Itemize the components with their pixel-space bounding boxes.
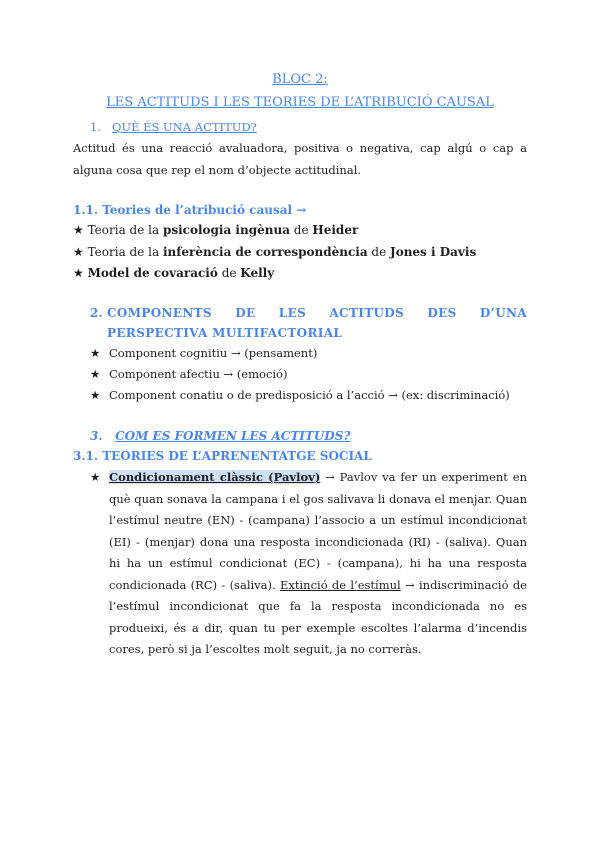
star-icon: ★ (90, 346, 101, 360)
section-3-number: 3. (90, 429, 103, 443)
list-item-body: Condicionament clàssic (Pavlov) → Pavlov va fer un experiment en què quan sonava la campana i el gos salivava li donava el menjar. Quan l’estímul neutre (EN) - (campana) l’associo a un estímul incondicionat (EI) - (menjar) dona una resposta incondicionada (RI) - (saliva). Quan hi ha un estímul condicionat (EC) - (campana), hi ha una resposta condicionada (RC) - (saliva). Extinció de l’estímul → indiscriminació de l’estímul incondicionat que fa la resposta incondicionada no es produeixi, és a dir, quan tu per exemple escoltes l’alarma d’incendis cores, però si ja l’escoltes molt seguit, ja no correràs. (109, 470, 527, 656)
section-1-paragraph: Actitud és una reacció avaluadora, positiva o negativa, cap algú o cap a alguna cosa que rep el nom d’objecte actitudinal. (73, 141, 527, 177)
list-item: ★ Teoria de la psicologia ingènua de Heider (73, 223, 359, 237)
list-item: ★ Teoria de la inferència de correspondència de Jones i Davis (73, 244, 477, 259)
section-2-number: 2. (90, 306, 103, 320)
document-title: LES ACTITUDS I LES TEORIES DE L’ATRIBUCIÓ CAUSAL (106, 95, 494, 110)
list-item (90, 467, 527, 661)
star-icon: ★ (90, 367, 101, 381)
list-item: ★ Component afectiu → (emoció) (90, 364, 530, 385)
section-3-heading (90, 429, 350, 443)
learning-list (90, 467, 527, 661)
section-1-number: 1. (90, 120, 101, 134)
list-item: ★ Component conatiu o de predisposició a l’acció → (ex: discriminació) (90, 385, 530, 406)
section-1-title: QUÈ ÉS UNA ACTITUD? (111, 120, 257, 134)
section-1-heading (90, 120, 257, 134)
subsection-1-1-heading: 1.1. Teories de l’atribució causal → (73, 203, 307, 217)
bloc-title: BLOC 2: (272, 72, 328, 87)
section-2-heading (90, 303, 527, 343)
theories-list (73, 220, 533, 285)
star-icon: ★ (90, 470, 101, 484)
star-icon: ★ (73, 223, 84, 237)
subsection-3-1-heading: 3.1. TEORIES DE L’APRENENTATGE SOCIAL (73, 449, 372, 463)
star-icon: ★ (90, 388, 101, 402)
underlined-term: Extinció de l’estímul (279, 577, 401, 592)
section-2-title: COMPONENTS DE LES ACTITUDS DES D’UNA PERSPECTIVA MULTIFACTORIAL (107, 306, 527, 340)
list-item: ★ Component cognitiu → (pensament) (90, 343, 530, 364)
section-3-title: COM ES FORMEN LES ACTITUDS? (115, 429, 351, 443)
list-item: ★ Model de covaració de Kelly (73, 266, 275, 280)
star-icon: ★ (73, 266, 84, 280)
star-icon: ★ (73, 244, 84, 259)
components-list (90, 343, 530, 406)
highlighted-term: Condicionament clàssic (Pavlov) (109, 470, 321, 484)
